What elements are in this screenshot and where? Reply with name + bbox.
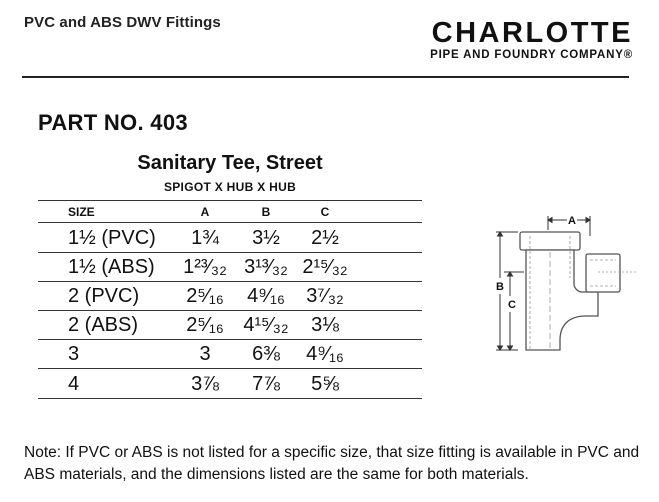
header-divider [22, 76, 629, 78]
brand-logo [430, 18, 633, 61]
column-header-b: B [261, 205, 271, 219]
column-header-size: SIZE [68, 205, 95, 219]
table-rule [38, 252, 422, 253]
cell-size: 1½ (PVC) [68, 227, 156, 249]
table-rule [38, 310, 422, 311]
label-a: A [568, 215, 576, 227]
label-c: C [508, 299, 516, 311]
brand-subtitle: PIPE AND FOUNDRY COMPANY® [430, 49, 633, 61]
cell-c: 2¹⁵⁄₃₂ [302, 256, 348, 278]
cell-size: 4 [68, 373, 80, 395]
cell-a: 3 [199, 343, 211, 365]
table-rule [38, 281, 422, 282]
table-rule [38, 339, 422, 340]
cell-size: 3 [68, 343, 80, 365]
cell-a: 2⁵⁄₁₆ [186, 314, 224, 336]
cell-a: 1¾ [191, 227, 219, 249]
fitting-title: Sanitary Tee, Street [137, 152, 323, 174]
fitting-subtitle: SPIGOT X HUB X HUB [163, 180, 297, 194]
dimension-c-line [504, 272, 524, 350]
table-rule [38, 200, 422, 201]
table-rule [38, 368, 422, 369]
cell-b: 7⅞ [252, 373, 280, 395]
fitting-outline [520, 232, 620, 350]
cell-b: 6⅜ [252, 343, 280, 365]
column-header-a: A [200, 205, 210, 219]
cell-c: 3⁷⁄₃₂ [306, 285, 344, 307]
cell-c: 4⁹⁄₁₆ [306, 343, 344, 365]
cell-c: 5⅝ [311, 373, 339, 395]
part-number: PART NO. 403 [38, 110, 188, 135]
cell-b: 4⁹⁄₁₆ [247, 285, 285, 307]
table-rule [38, 398, 422, 399]
cell-size: 1½ (ABS) [68, 256, 155, 278]
footnote: Note: If PVC or ABS is not listed for a specific size, that size fitting is available in PVC and ABS materials, and the dimensions listed are the same for both materials. [24, 444, 640, 483]
label-b: B [496, 281, 504, 293]
brand-name: CHARLOTTE [431, 17, 633, 49]
cell-a: 2⁵⁄₁₆ [186, 285, 224, 307]
table-rule [38, 222, 422, 223]
cell-c: 2½ [311, 227, 339, 249]
cell-a: 1²³⁄₃₂ [183, 256, 227, 278]
cell-b: 3½ [252, 227, 280, 249]
fitting-diagram [490, 208, 640, 353]
cell-b: 4¹⁵⁄₃₂ [243, 314, 289, 336]
cell-size: 2 (PVC) [68, 285, 140, 307]
section-title: PVC and ABS DWV Fittings [24, 14, 221, 31]
cell-c: 3⅛ [311, 314, 339, 336]
column-header-c: C [320, 205, 330, 219]
cell-a: 3⅞ [191, 373, 219, 395]
cell-size: 2 (ABS) [68, 314, 139, 336]
cell-b: 3¹³⁄₃₂ [244, 256, 288, 278]
